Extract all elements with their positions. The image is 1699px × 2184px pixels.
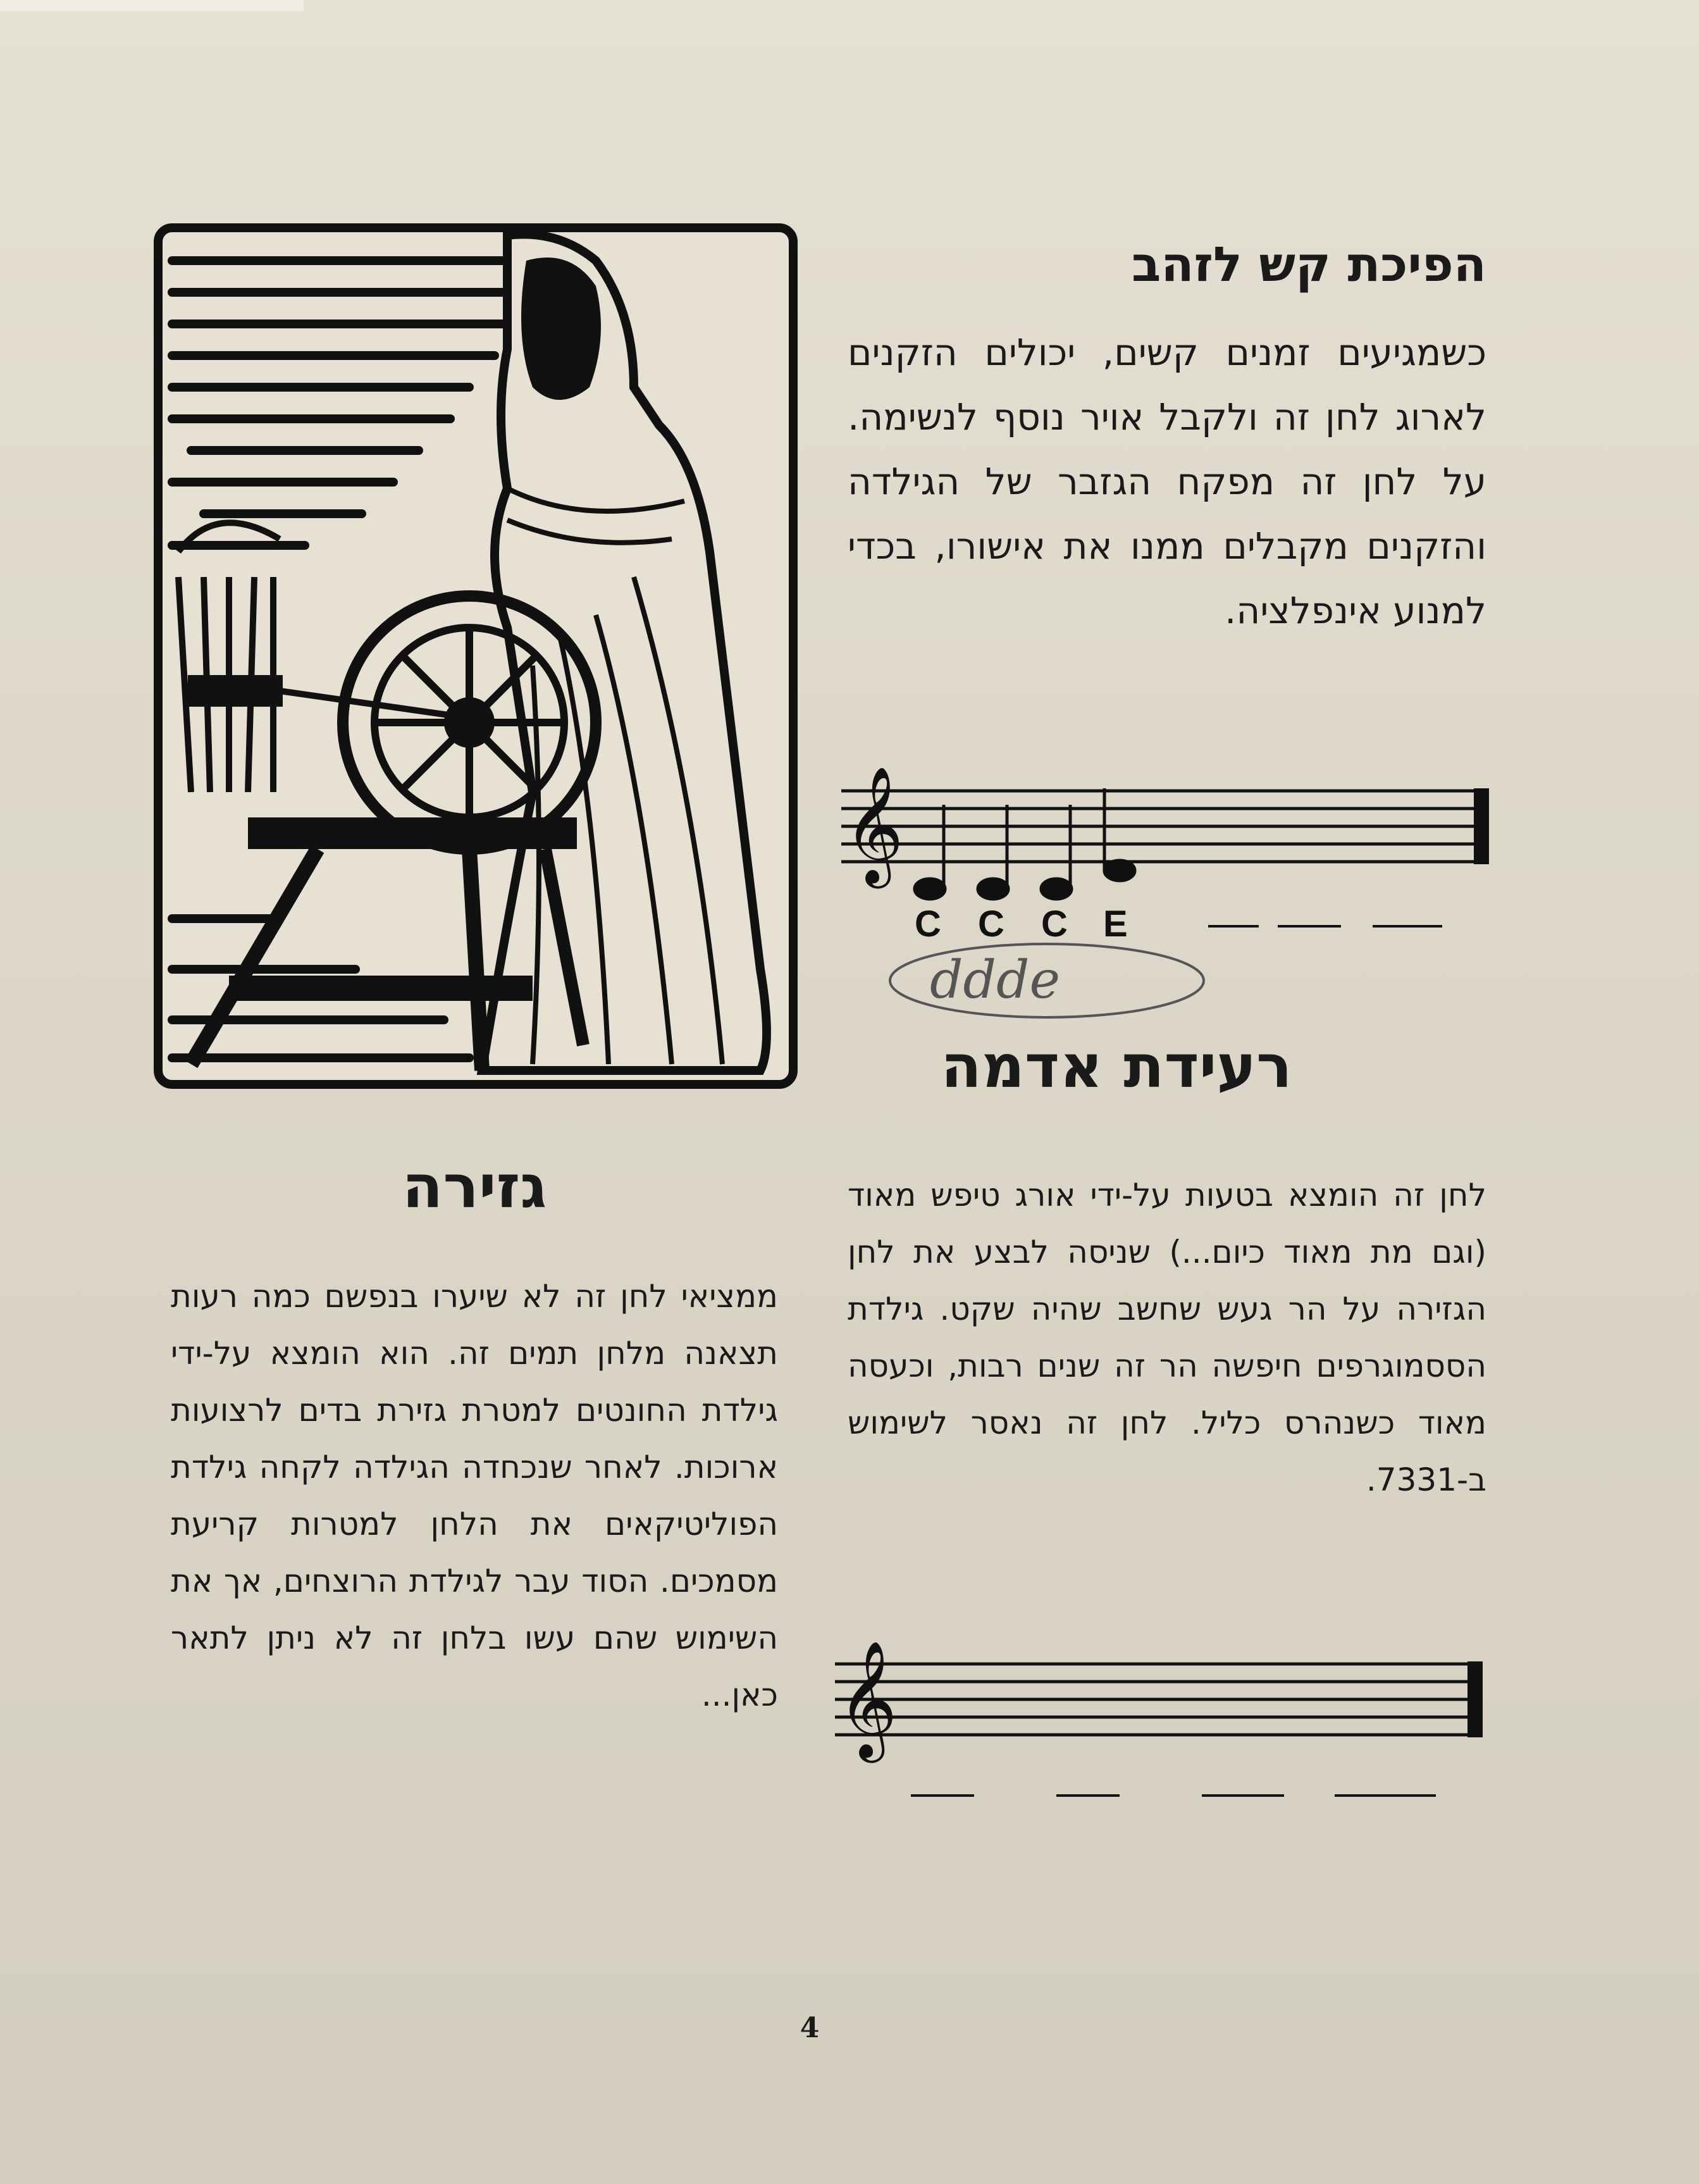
pencil-annotation — [886, 940, 1214, 1022]
section-title: הפיכת קש לזהב — [1131, 236, 1486, 292]
pencil-note-text: ddde — [930, 950, 1061, 1010]
note-name-1: C — [915, 903, 941, 945]
section-straw-to-gold — [848, 236, 1486, 643]
section-body: לחן זה הומצא בטעות על-ידי אורג טיפש מאוד (וגם מת מאוד כיום...) שניסה לבצע את לחן הגזירה על הר געש שחשב שהיה שקט. גילדת הססמוגרפים חיפשה הר זה שנים רבות, וכעסה מאוד כשנהרס כליל. לחן זה נאסר לשימוש ב-7331. — [848, 1177, 1486, 1498]
page-edge — [0, 0, 304, 11]
section-body: ממציאי לחן זה לא שיערו בנפשם כמה רעות תצאנה מלחן תמים זה. הוא הומצא על-ידי גילדת החונטים למטרת גזירת בדים לרצועות ארוכות. לאחר שנכחדה הגילדה לקחה גילדת הפוליטיקאים את הלחן למטרות קריעת מסמכים. הסוד עבר לגילדת הרוצחים, אך את השימוש שהם עשו בלחן זה לא ניתן לתאר כאן... — [171, 1278, 778, 1713]
note-name-2: C — [978, 903, 1004, 945]
section-title: גזירה — [402, 1153, 547, 1222]
note-name-3: C — [1041, 903, 1068, 945]
page-number: 4 — [800, 2012, 820, 2044]
treble-clef-icon: 𝄞 — [844, 766, 904, 883]
section-earthquake — [848, 1033, 1486, 1508]
section-title: רעידת אדמה — [941, 1033, 1292, 1101]
music-staff-2 — [829, 1632, 1486, 1809]
spinning-wheel-illustration — [153, 223, 798, 1089]
note-name-4: E — [1103, 903, 1128, 945]
section-body: כשמגיעים זמנים קשים, יכולים הזקנים לארוג לחן זה ולקבל אויר נוסף לנשימה. על לחן זה מפקח הגזבר של הגילדה והזקנים מקבלים ממנו את אישורו, בכדי למנוע אינפלציה. — [848, 331, 1486, 632]
treble-clef-icon: 𝄞 — [837, 1639, 898, 1758]
section-cutting — [171, 1153, 778, 1723]
